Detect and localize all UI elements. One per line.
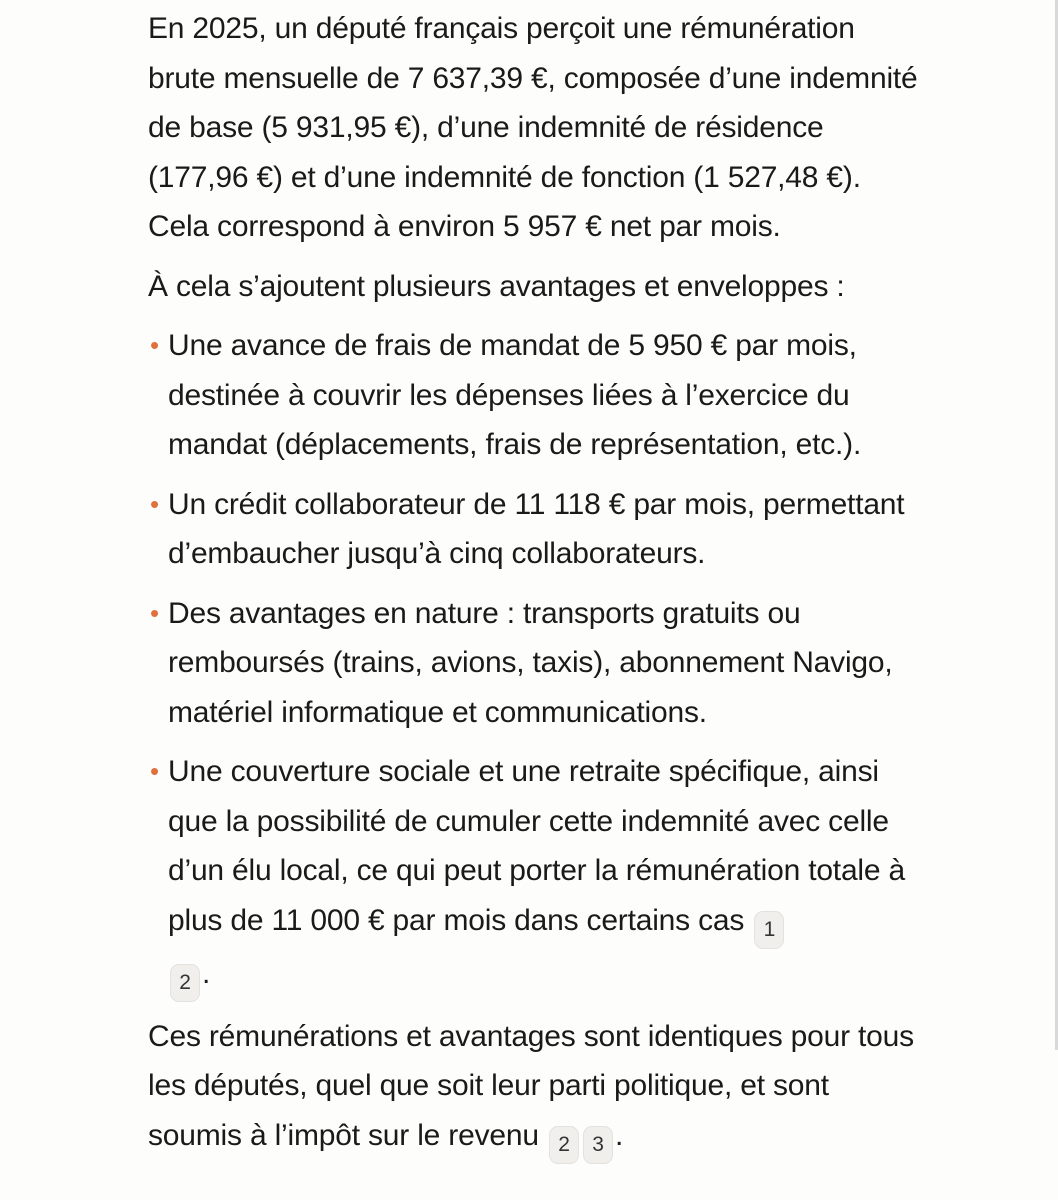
paragraph-intro-list [148,262,928,312]
bullet-icon: • [150,330,159,360]
list-item-text: Une couverture sociale et une retraite spécifique, ainsi que la possibilité de cumuler cette indemnité avec celle d’un élu local, ce qui peut porter la rémunération totale à plus de 11 000 € par mois dans certains cas [168,755,905,937]
paragraph-intro-list-text: À cela s’ajoutent plusieurs avantages et enveloppes : [148,269,845,303]
list-item [148,747,928,1002]
list-item [148,480,928,579]
paragraph-conclusion-text: Ces rémunérations et avantages sont identiques pour tous les députés, quel que soit leur parti politique, et sont soumis à l’impôt sur le revenu [148,1019,914,1152]
bullet-icon: • [150,756,159,786]
citation-badge-2[interactable]: 2 [549,1126,579,1164]
end-punctuation: . [614,1118,624,1152]
response-content [148,4,928,1174]
list-item-text: Un crédit collaborateur de 11 118 € par mois, permettant d’embaucher jusqu’à cinq collaborateurs. [168,487,905,570]
benefits-list [148,321,928,1002]
paragraph-conclusion [148,1012,928,1164]
citation-badge-3[interactable]: 3 [583,1126,613,1164]
citation-badge-1[interactable]: 1 [754,911,784,949]
bullet-icon: • [150,488,159,519]
paragraph-salary-text: En 2025, un député français perçoit une rémunération brute mensuelle de 7 637,39 €, composée d’une indemnité de base (5 931,95 €), d’une indemnité de résidence (177,96 €) et d’une indemnité de fonction (1 527,48 €). Cela correspond à environ 5 957 € net par mois. [148,12,918,243]
paragraph-salary [148,4,928,252]
list-item [148,589,928,738]
citation-badge-2[interactable]: 2 [170,964,200,1002]
list-item-text: Une avance de frais de mandat de 5 950 € par mois, destinée à couvrir les dépenses liées à l’exercice du mandat (déplacements, frais de représentation, etc.). [168,329,862,461]
list-item-text: Des avantages en nature : transports gratuits ou remboursés (trains, avions, taxis), abonnement Navigo, matériel informatique et communications. [168,596,893,729]
end-punctuation: . [202,956,211,990]
bullet-icon: • [150,597,159,628]
list-item [148,321,928,470]
